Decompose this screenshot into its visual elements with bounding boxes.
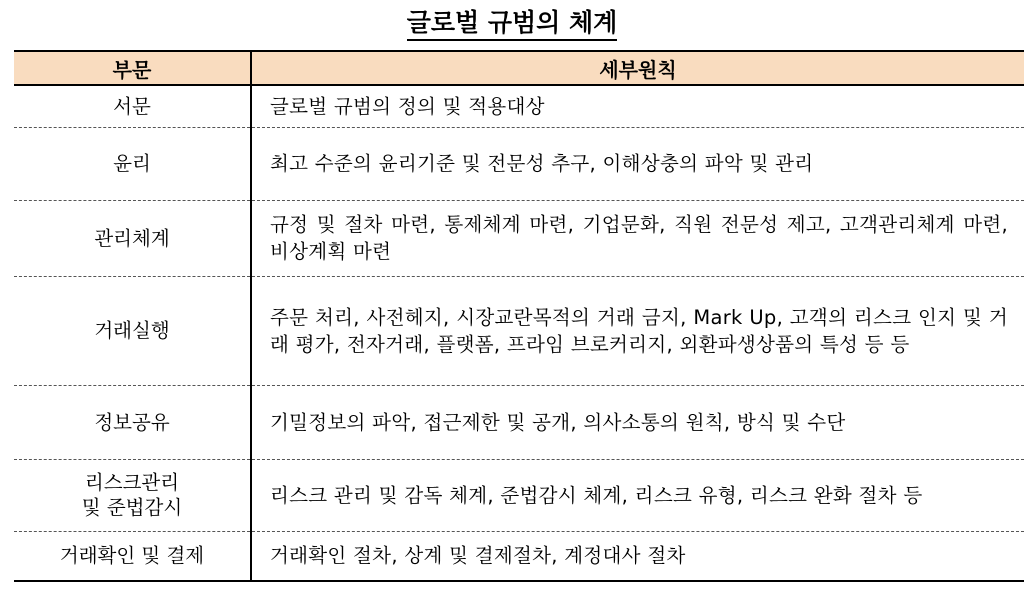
table-row: [14, 127, 1024, 200]
detail-cell: 규정 및 절차 마련, 통제체계 마련, 기업문화, 직원 전문성 제고, 고객관리체계 마련, 비상계획 마련: [251, 200, 1024, 276]
category-cell: 관리체계: [14, 200, 251, 276]
page-title: 글로벌 규범의 체계: [407, 8, 618, 41]
detail-cell: 글로벌 규범의 정의 및 적용대상: [251, 85, 1024, 127]
category-cell: 리스크관리 및 준법감시: [14, 459, 251, 531]
table-row: [14, 85, 1024, 127]
category-cell: 정보공유: [14, 385, 251, 459]
category-cell: 거래실행: [14, 276, 251, 385]
table-row: [14, 276, 1024, 385]
title-container: [0, 8, 1024, 41]
category-cell: 거래확인 및 결제: [14, 531, 251, 581]
table-header-row: [14, 51, 1024, 85]
header-category: 부문: [14, 51, 251, 85]
category-cell: 서문: [14, 85, 251, 127]
detail-cell: 거래확인 절차, 상계 및 결제절차, 계정대사 절차: [251, 531, 1024, 581]
detail-cell: 최고 수준의 윤리기준 및 전문성 추구, 이해상충의 파악 및 관리: [251, 127, 1024, 200]
table-row: [14, 459, 1024, 531]
detail-cell: 주문 처리, 사전헤지, 시장교란목적의 거래 금지, Mark Up, 고객의 리스크 인지 및 거래 평가, 전자거래, 플랫폼, 프라임 브로커리지, 외환파생상품의 특성 등 등: [251, 276, 1024, 385]
table-row: [14, 385, 1024, 459]
header-detail: 세부원칙: [251, 51, 1024, 85]
category-cell: 윤리: [14, 127, 251, 200]
detail-cell: 리스크 관리 및 감독 체계, 준법감시 체계, 리스크 유형, 리스크 완화 절차 등: [251, 459, 1024, 531]
principles-table: [14, 50, 1024, 582]
detail-cell: 기밀정보의 파악, 접근제한 및 공개, 의사소통의 원칙, 방식 및 수단: [251, 385, 1024, 459]
table-row: [14, 200, 1024, 276]
table-row: [14, 531, 1024, 581]
